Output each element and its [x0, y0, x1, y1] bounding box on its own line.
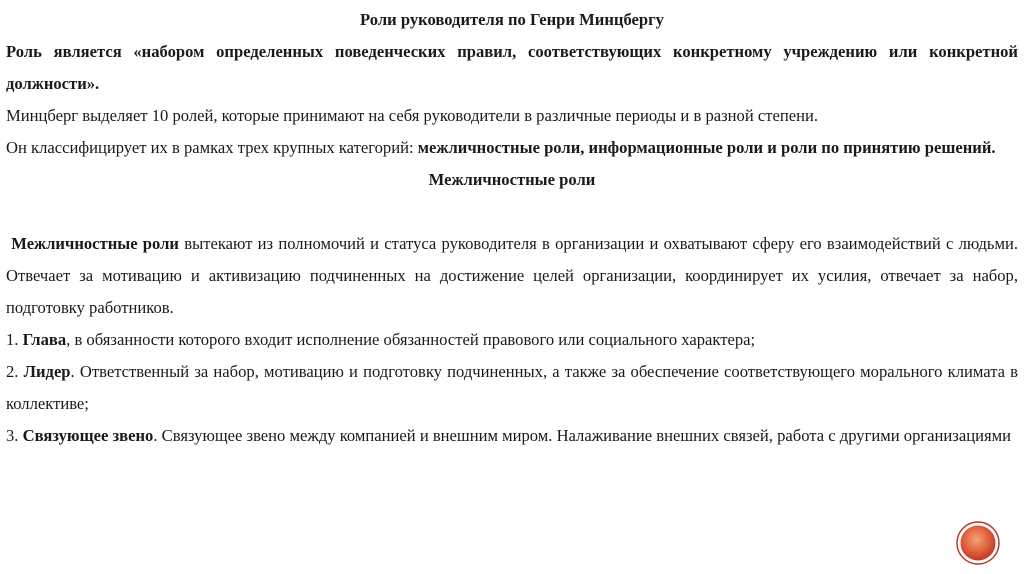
emblem-disc — [961, 526, 996, 561]
classification-paragraph — [6, 132, 1018, 164]
section-title: Межличностные роли — [428, 170, 596, 189]
slide-content — [6, 4, 1018, 452]
role-item-1 — [6, 324, 1018, 356]
slide-title: Роли руководителя по Генри Минцбергу — [360, 10, 664, 29]
role-definition: Роль является «набором определенных поведенческих правил, соответствующих конкретному учреждению или конкретной должности». — [6, 42, 1018, 93]
interpersonal-term: Межличностные роли — [11, 234, 179, 253]
intro-paragraph: Минцберг выделяет 10 ролей, которые принимают на себя руководители в различные периоды и в разной степени. — [6, 106, 818, 125]
interpersonal-paragraph — [6, 228, 1018, 324]
role-number: 1. — [6, 330, 23, 349]
classification-prefix: Он классифицирует их в рамках трех крупных категорий: — [6, 138, 418, 157]
role-description: , в обязанности которого входит исполнение обязанностей правового или социального характера; — [66, 330, 756, 349]
blank-line — [6, 196, 1018, 228]
decorative-circle-icon — [956, 521, 1000, 565]
interpersonal-text: вытекают из полномочий и статуса руководителя в организации и охватывают сферу его взаимодействий с людьми. Отвечает за мотивацию и активизацию подчиненных на достижение целей организации, координирует их усилия, отвечает за набор, подготовку работников. — [6, 234, 1018, 317]
role-description: . Ответственный за набор, мотивацию и подготовку подчиненных, а также за обеспечение соответствующего морального климата в коллективе; — [6, 362, 1019, 413]
role-number: 3. — [6, 426, 23, 445]
role-description: . Связующее звено между компанией и внешним миром. Налаживание внешних связей, работа с другими организациями — [153, 426, 1011, 445]
role-item-2 — [6, 356, 1018, 420]
role-number: 2. — [6, 362, 24, 381]
classification-categories: межличностные роли, информационные роли и роли по принятию решений. — [417, 138, 996, 157]
role-name: Связующее звено — [22, 426, 154, 445]
role-name: Лидер — [23, 362, 71, 381]
role-name: Глава — [22, 330, 67, 349]
role-item-3 — [6, 420, 1018, 452]
